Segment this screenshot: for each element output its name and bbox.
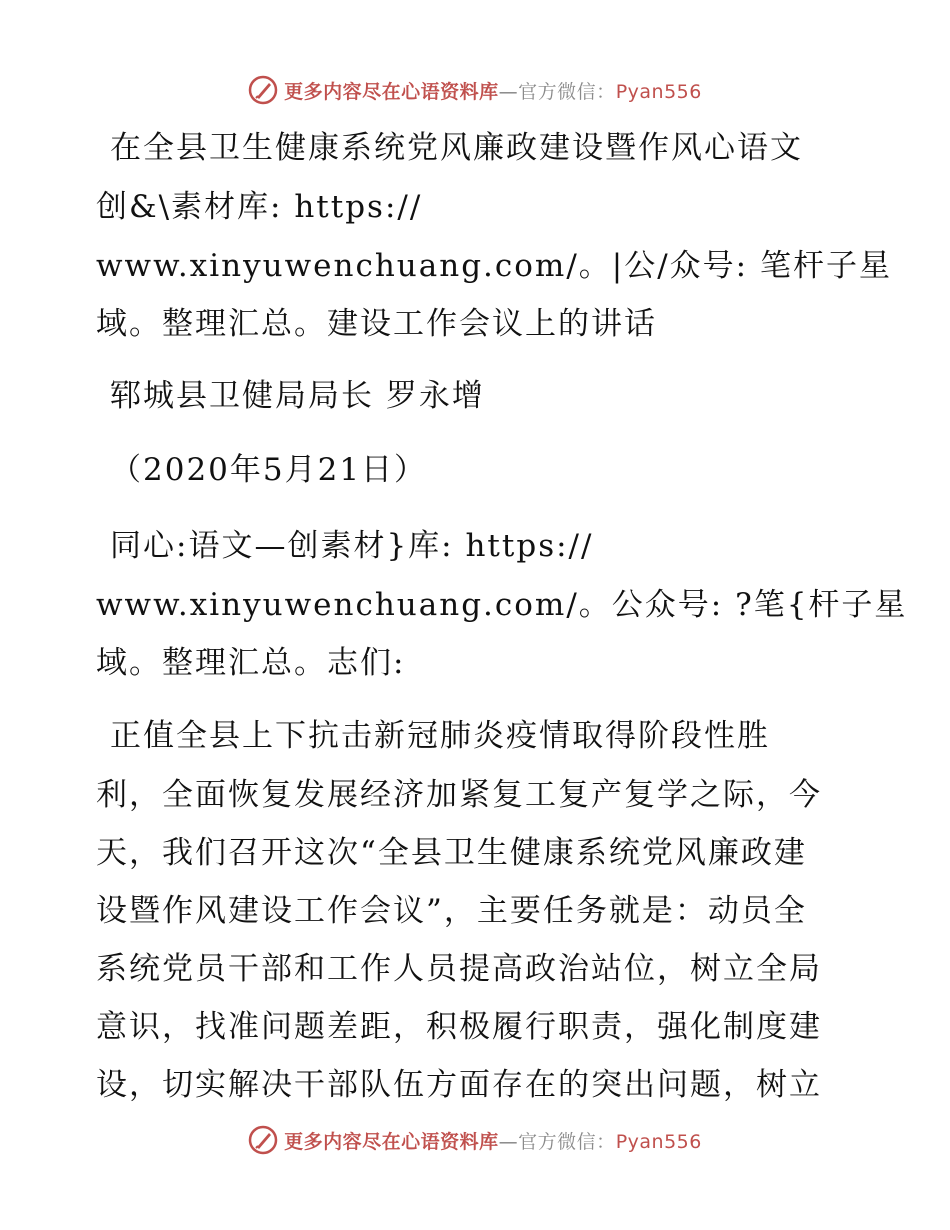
body-line-3: 天，我们召开这次“全县卫生健康系统党风廉政建 [96,835,807,871]
watermark-wechat-id: Pyan556 [615,1130,702,1153]
header-watermark [0,70,950,110]
watermark-wechat-label: 官方微信： [518,1130,616,1153]
watermark-wechat-label: 官方微信： [518,80,616,103]
salutation-line-2: www.xinyuwenchuang.com/。公众号: ?笔{杆子星 [96,587,908,623]
body-line-1: 正值全县上下抗击新冠肺炎疫情取得阶段性胜 [110,718,770,754]
watermark-text [284,1127,702,1154]
salutation-line-3: 域。整理汇总。志们: [96,645,406,681]
title-line-4: 域。整理汇总。建设工作会议上的讲话 [96,306,657,342]
title-line-1: 在全县卫生健康系统党风廉政建设暨作风心语文 [110,130,803,166]
watermark-separator: — [498,80,519,103]
author-line: 郓城县卫健局局长 罗永增 [110,378,485,414]
watermark-text [284,77,702,104]
watermark-brand: 更多内容尽在心语资料库 [284,80,499,103]
watermark-wechat-id: Pyan556 [615,80,702,103]
body-line-5: 系统党员干部和工作人员提高政治站位，树立全局 [96,951,822,987]
date-line: （2020年5月21日） [110,452,428,488]
body-line-4: 设暨作风建设工作会议”，主要任务就是：动员全 [96,893,807,929]
title-line-2: 创&\素材库: https:// [96,189,423,225]
footer-watermark [0,1120,950,1160]
quill-pen-logo-icon [248,1125,278,1155]
title-line-3: www.xinyuwenchuang.com/。|公/众号: 笔杆子星 [96,248,892,284]
salutation-line-1: 同心:语文—创素材}库: https:// [110,528,594,564]
watermark-separator: — [498,1130,519,1153]
body-line-6: 意识，找准问题差距，积极履行职责，强化制度建 [96,1009,822,1045]
body-line-2: 利，全面恢复发展经济加紧复工复产复学之际，今 [96,777,822,813]
quill-pen-logo-icon [248,75,278,105]
body-line-7: 设，切实解决干部队伍方面存在的突出问题，树立 [96,1067,822,1103]
watermark-brand: 更多内容尽在心语资料库 [284,1130,499,1153]
